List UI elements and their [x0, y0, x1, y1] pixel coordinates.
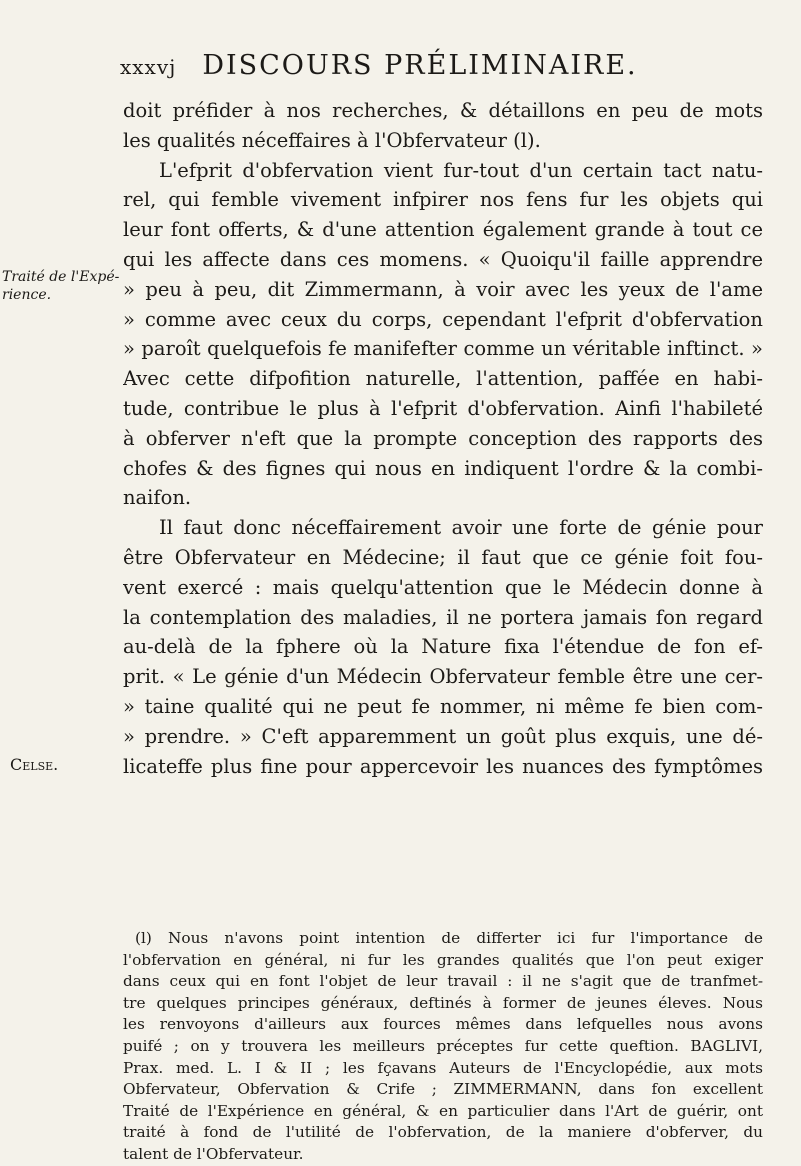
- text-line: tude, contribue le plus à l'efprit d'obfervation. Ainfi l'habileté: [123, 396, 763, 420]
- text-line: » comme avec ceux du corps, cependant l'efprit d'obfervation: [123, 307, 763, 331]
- text-line: qui les affecte dans ces momens. « Quoiqu'il faille apprendre: [123, 247, 763, 271]
- text-line: chofes & des fignes qui nous en indiquent l'ordre & la combi-: [123, 456, 763, 480]
- text-line: Avec cette difpofition naturelle, l'attention, paffée en habi-: [123, 367, 763, 391]
- text-line: » peu à peu, dit Zimmermann, à voir avec les yeux de l'ame: [123, 277, 763, 301]
- footnote: [123, 928, 763, 1166]
- text-line: doit préfider à nos recherches, & détaillons en peu de mots: [123, 99, 763, 122]
- margin-note-celse: Celse.: [10, 755, 59, 774]
- page-number: xxxvj: [120, 55, 177, 79]
- text-line: naifon.: [123, 486, 192, 510]
- text-line: licateffe plus fine pour appercevoir les nuances des fymptômes: [123, 754, 763, 778]
- margin-note-traite: Traité de l'Expé-rience.: [2, 269, 120, 303]
- footnote-line: dans ceux qui en font l'objet de leur travail : il ne s'agit que de tranfmet-: [123, 972, 763, 991]
- text-line: la contemplation des maladies, il ne portera jamais fon regard: [123, 605, 763, 629]
- text-line: à obferver n'eft que la prompte conception des rapports des: [123, 426, 763, 450]
- footnote-line: Traité de l'Expérience en général, & en particulier dans l'Art de guérir, ont: [123, 1101, 763, 1120]
- footnote-line: Prax. med. L. I & II ; les fçavans Auteurs de l'Encyclopédie, aux mots: [123, 1058, 763, 1077]
- text-line: être Obfervateur en Médecine; il faut que ce génie foit fou-: [123, 545, 763, 569]
- running-title: DISCOURS PRÉLIMINAIRE.: [202, 50, 638, 81]
- main-text: [123, 96, 763, 781]
- footnote-line: traité à fond de l'utilité de l'obfervation, de la maniere d'obferver, du: [123, 1123, 763, 1142]
- text-line: » taine qualité qui ne peut fe nommer, ni même fe bien com-: [123, 694, 763, 718]
- text-line: leur font offerts, & d'une attention également grande à tout ce: [123, 218, 763, 242]
- footnote-line: puifé ; on y trouvera les meilleurs préceptes fur cette queftion. BAGLIVI,: [123, 1036, 763, 1055]
- footnote-line: (l) Nous n'avons point intention de differter ici fur l'importance de: [135, 929, 763, 947]
- text-line: » paroît quelquefois fe manifefter comme un véritable inftinct. »: [123, 337, 763, 361]
- text-line: » prendre. » C'eft apparemment un goût plus exquis, une dé-: [123, 724, 763, 748]
- page-header: [120, 50, 640, 86]
- text-line: L'efprit d'obfervation vient fur-tout d'un certain tact natu-: [159, 158, 763, 182]
- footnote-line: les renvoyons d'ailleurs aux fources mêmes dans lefquelles nous avons: [123, 1015, 763, 1034]
- text-line: vent exercé : mais quelqu'attention que le Médecin donne à: [123, 575, 763, 599]
- footnote-line: l'obfervation en général, ni fur les grandes qualités que l'on peut exiger: [123, 950, 763, 969]
- text-line: les qualités néceffaires à l'Obfervateur (l).: [123, 128, 541, 152]
- footnote-line: Obfervateur, Obfervation & Crife ; ZIMMERMANN, dans fon excellent: [123, 1080, 763, 1099]
- text-line: prit. « Le génie d'un Médecin Obfervateur femble être une cer-: [123, 665, 763, 689]
- text-line: Il faut donc néceffairement avoir une forte de génie pour: [159, 516, 763, 540]
- text-line: au-delà de la fphere où la Nature fixa l'étendue de fon ef-: [123, 635, 763, 659]
- footnote-line: talent de l'Obfervateur.: [123, 1144, 304, 1163]
- footnote-line: tre quelques principes généraux, deftinés à former de jeunes éleves. Nous: [123, 993, 763, 1012]
- text-line: rel, qui femble vivement infpirer nos fens fur les objets qui: [123, 188, 763, 212]
